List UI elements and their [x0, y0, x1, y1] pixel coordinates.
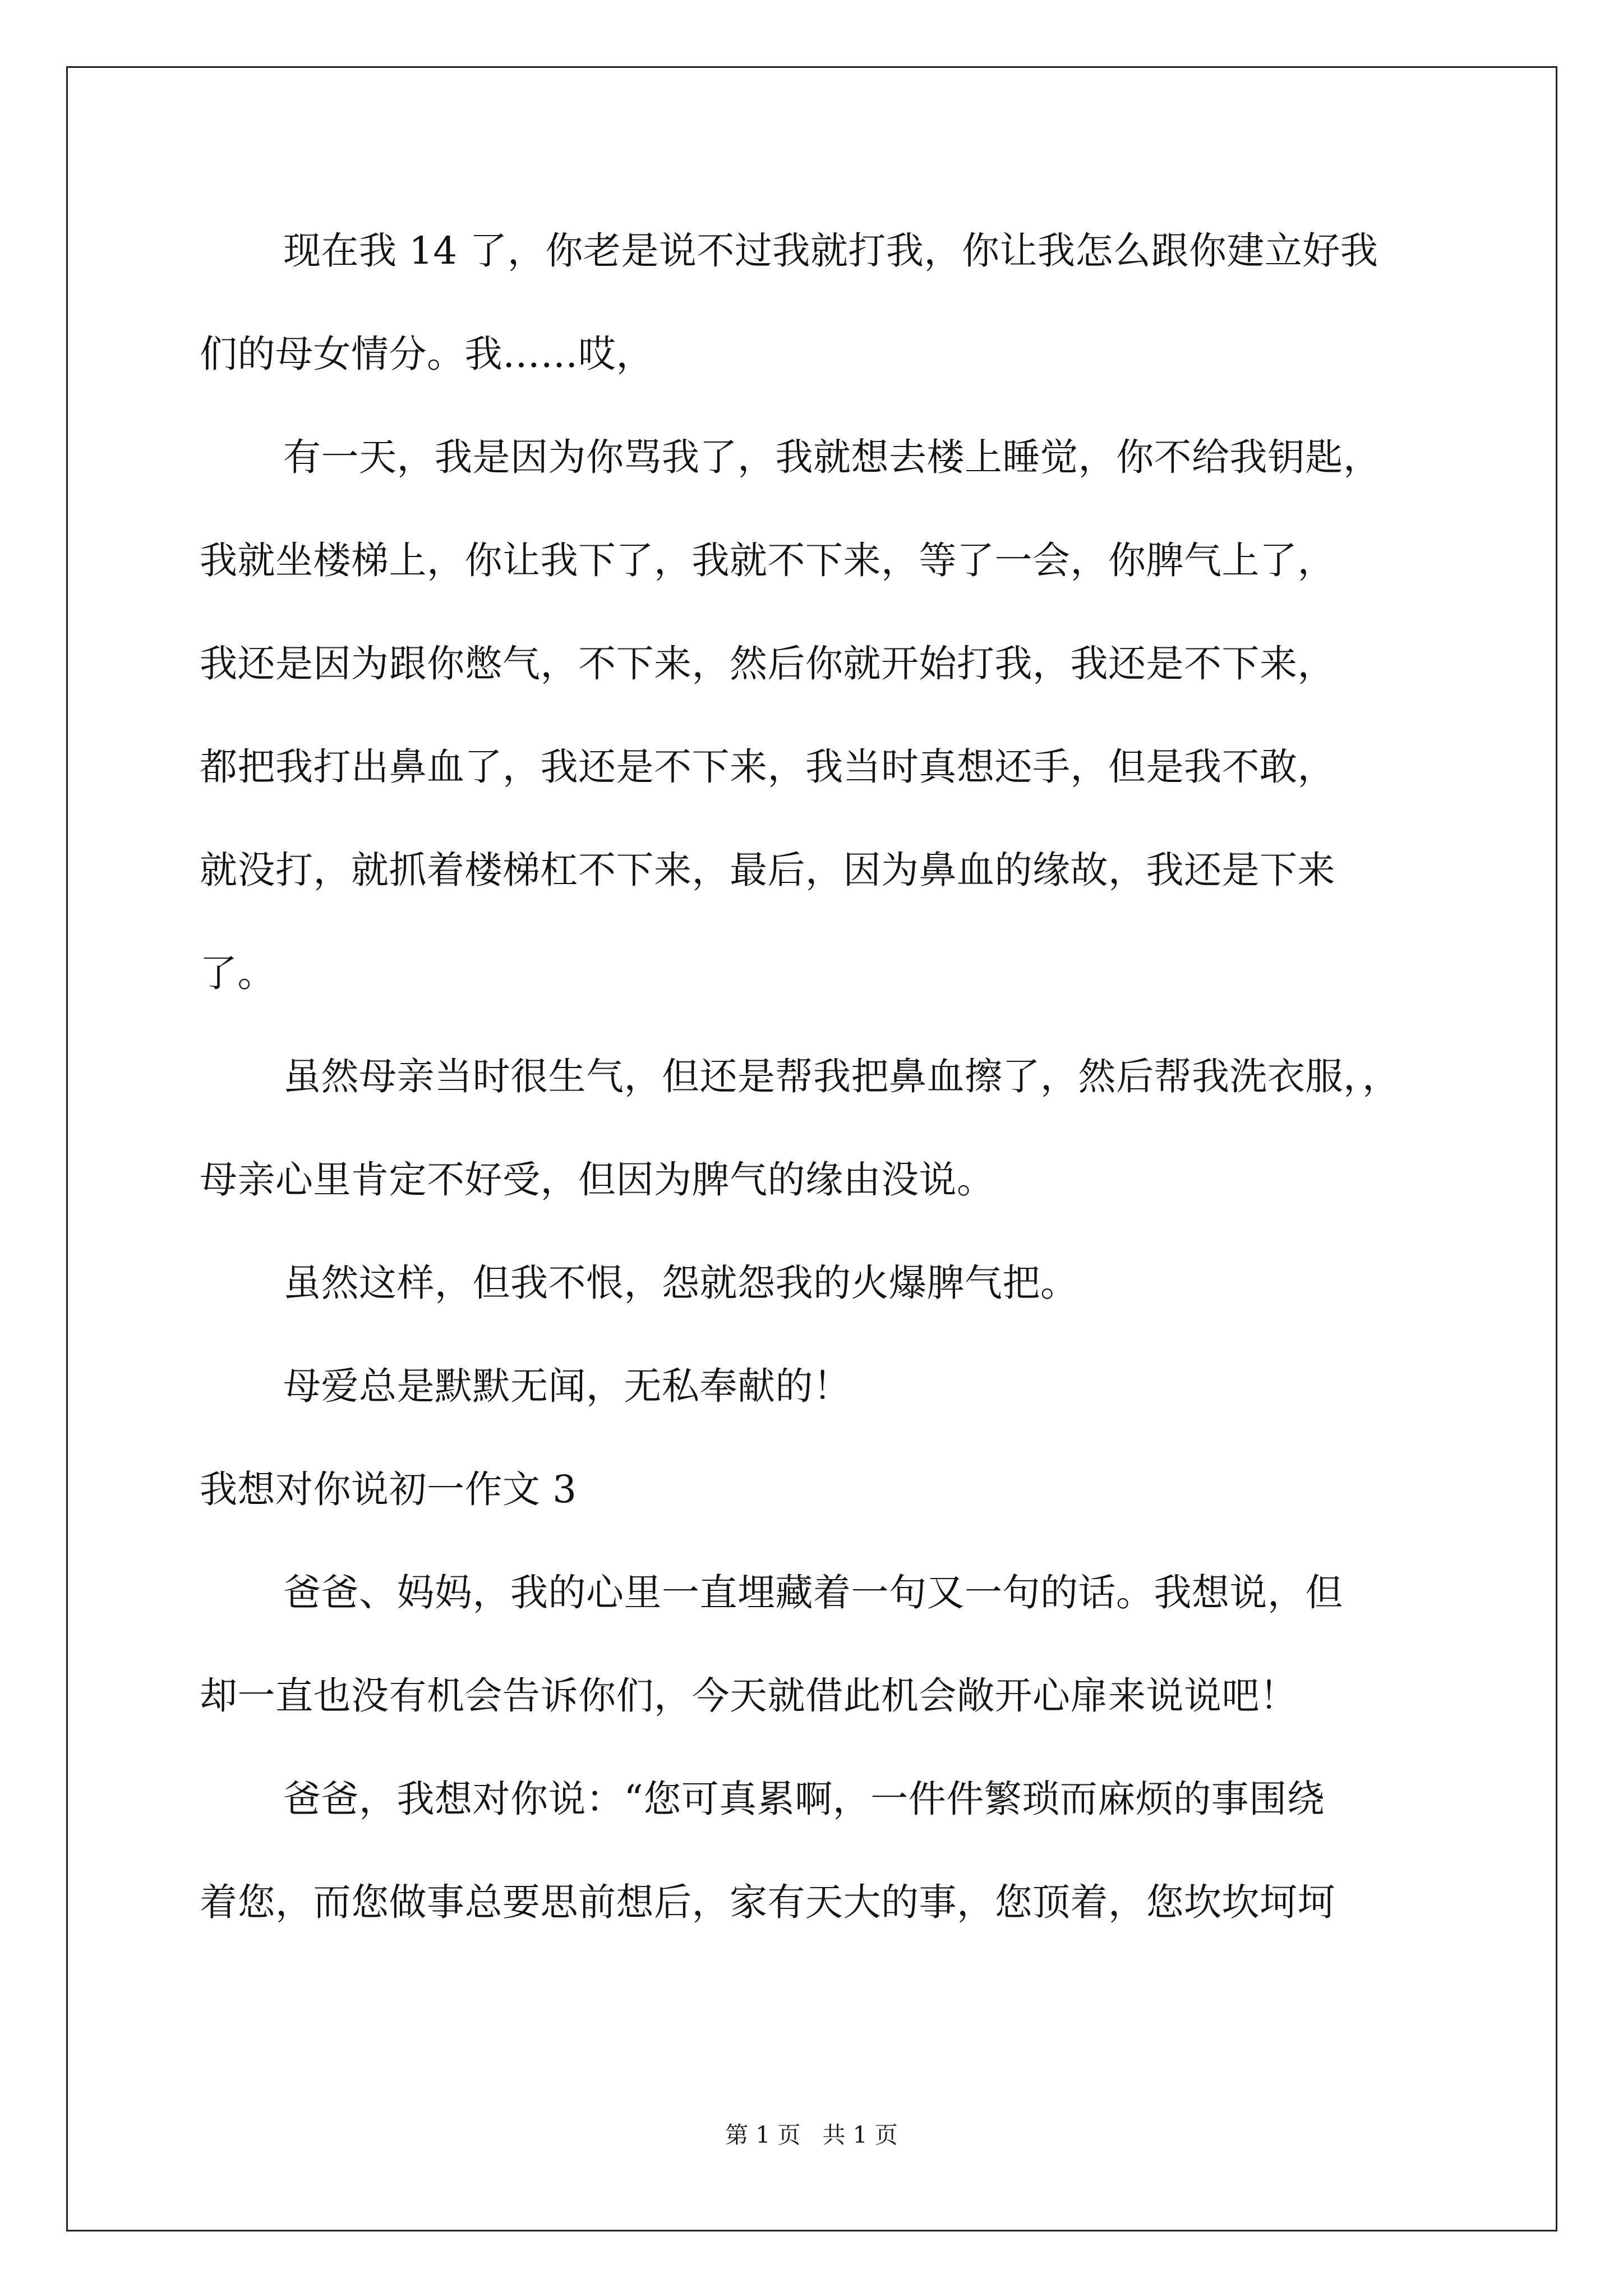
- text-line-3: 有一天，我是因为你骂我了，我就想去楼上睡觉，你不给我钥匙，: [283, 435, 1381, 479]
- text-line-15: 却一直也没有机会告诉你们，今天就借此机会敞开心扉来说说吧！: [200, 1674, 1298, 1718]
- text-line-10: 母亲心里肯定不好受，但因为脾气的缘由没说。: [200, 1158, 995, 1202]
- section-heading: 我想对你说初一作文 3: [200, 1467, 577, 1511]
- text-line-11: 虽然这样，但我不恨，怨就怨我的火爆脾气把。: [283, 1261, 1078, 1305]
- text-line-12: 母爱总是默默无闻，无私奉献的！: [283, 1364, 851, 1408]
- text-line-14: 爸爸、妈妈，我的心里一直埋藏着一句又一句的话。我想说，但: [283, 1571, 1343, 1614]
- text-line-17: 着您，而您做事总要思前想后，家有天大的事，您顶着，您坎坎坷坷: [200, 1880, 1335, 1924]
- text-line-8: 了。: [200, 951, 275, 995]
- text-line-2: 们的母女情分。我……哎，: [200, 332, 654, 376]
- text-line-5: 我还是因为跟你憋气，不下来，然后你就开始打我，我还是不下来，: [200, 642, 1335, 685]
- text-line-9: 虽然母亲当时很生气，但还是帮我把鼻血擦了，然后帮我洗衣服，，: [283, 1055, 1400, 1098]
- text-line-6: 都把我打出鼻血了，我还是不下来，我当时真想还手，但是我不敢，: [200, 745, 1335, 789]
- text-line-1: 现在我 14 了，你老是说不过我就打我，你让我怎么跟你建立好我: [283, 229, 1378, 273]
- text-line-16: 爸爸，我想对你说：“您可真累啊，一件件繁琐而麻烦的事围绕: [283, 1777, 1325, 1821]
- page-footer: 第 1 页 共 1 页: [725, 2122, 898, 2148]
- text-line-7: 就没打，就抓着楼梯杠不下来，最后，因为鼻血的缘故，我还是下来: [200, 848, 1335, 892]
- text-line-4: 我就坐楼梯上，你让我下了，我就不下来，等了一会，你脾气上了，: [200, 539, 1335, 582]
